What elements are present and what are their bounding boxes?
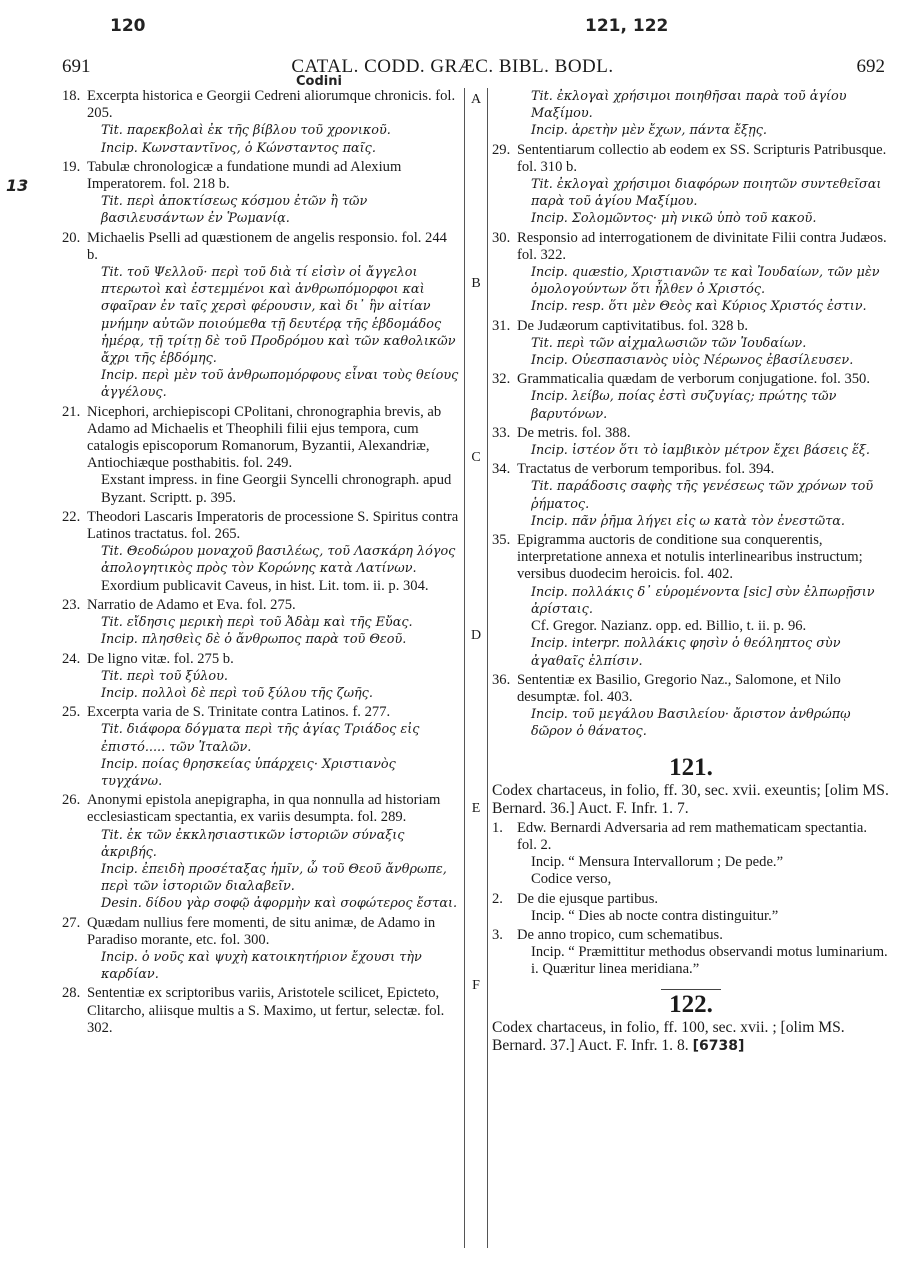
entry-title: Sententiarum collectio ab eodem ex SS. Scripturis Patribusque. fol. 310 b. [517, 141, 887, 175]
handwritten-under-title: Codini [296, 74, 342, 89]
entry-detail: Incip. πλησθεὶς δὲ ὁ ἄνθρωπος παρὰ τοῦ Θεοῦ. [101, 632, 407, 648]
margin-letter: C [471, 450, 481, 465]
entry-number: 25. [62, 704, 81, 721]
entry-detail: Exordium publicavit Caveus, in hist. Lit. tom. ii. p. 304. [101, 577, 429, 594]
entry-detail: Incip. interpr. πολλάκις φησὶν ὁ θεόληπτος σὺν ἀγαθαῖς ἐλπίσιν. [531, 636, 841, 669]
entry-number: 27. [62, 914, 81, 931]
entry-number: 28. [62, 985, 81, 1002]
entry-detail: Incip. ὁ νοῦς καὶ ψυχὴ κατοικητήριον ἔχουσι τὴν καρδίαν. [101, 949, 422, 983]
page-number-left: 691 [62, 56, 91, 77]
entry-number: 22. [62, 508, 81, 525]
entry-title: De die ejusque partibus. [517, 890, 659, 907]
page-title: CATAL. CODD. GRÆC. BIBL. BODL. [291, 56, 614, 77]
entry-title: Sententiæ ex Basilio, Gregorio Naz., Salomone, et Nilo desumptæ. fol. 403. [517, 671, 841, 705]
entry-title: Theodori Lascaris Imperatoris de processione S. Spiritus contra Latinos tractatus. fol. 265. [87, 508, 459, 543]
handwritten-shelfmark: [6738] [692, 1037, 745, 1054]
catalogue-entry [62, 509, 460, 595]
catalogue-entry [62, 792, 460, 912]
entry-number: 35. [492, 532, 511, 549]
entry-detail: Cf. Gregor. Nazianz. opp. ed. Billio, t. ii. p. 96. [531, 618, 807, 635]
entry-detail: Tit. περὶ τοῦ ξύλου. [101, 668, 228, 684]
codex-121-number: 121. [669, 753, 713, 781]
catalogue-entry [62, 88, 460, 157]
entry-title: Excerpta varia de S. Trinitate contra Latinos. f. 277. [87, 704, 391, 721]
codex-122-number: 122. [669, 990, 713, 1018]
margin-letter: F [472, 978, 480, 993]
entry-detail: Desin. δίδου γὰρ σοφῷ ἀφορμὴν καὶ σοφώτερος ἔσται. [101, 896, 458, 912]
entry-title: Edw. Bernardi Adversaria ad rem mathematicam spectantia. fol. 2. [517, 819, 867, 853]
entry-detail: Incip. πολλοὶ δὲ περὶ τοῦ ξύλου τῆς ζωῆς. [101, 685, 373, 701]
handwritten-margin-note: 13 [6, 176, 29, 195]
entry-number: 36. [492, 671, 511, 688]
entry-number: 32. [492, 371, 511, 388]
entry-title: De anno tropico, cum schematibus. [517, 926, 723, 943]
catalogue-entry [492, 142, 890, 228]
entry-detail: Tit. παράδοσις σαφὴς τῆς γενέσεως τῶν χρόνων τοῦ ῥήματος. [531, 479, 874, 512]
catalogue-entry [492, 532, 890, 670]
entry-detail: Incip. τοῦ μεγάλου Βασιλείου· ἄριστον ἀνθρώπῳ δῶρον ὁ θάνατος. [531, 707, 851, 740]
right-column [492, 88, 890, 1057]
codex-122-description-text: Codex chartaceus, in folio, ff. 100, sec. xvii. ; [olim MS. Bernard. 37.] Auct. F. Infr. 1. 8. [492, 1018, 845, 1054]
divider [661, 989, 721, 990]
catalogue-entry [492, 318, 890, 370]
entry-detail: Tit. Θεοδώρου μοναχοῦ βασιλέως, τοῦ Λασκάρη λόγος ἀπολογητικὸς πρὸς τὸν Κορώνης κατὰ Λατίνων. [101, 544, 456, 577]
codex-122-description [492, 1019, 890, 1055]
catalogue-entry [62, 704, 460, 790]
catalogue-entry [492, 672, 890, 741]
entry-detail: Tit. ἐκ τῶν ἐκκλησιαστικῶν ἱστοριῶν σύναξις ἀκριβής. [101, 827, 405, 860]
entry-title: De metris. fol. 388. [517, 424, 631, 441]
entry-number: 24. [62, 650, 81, 667]
entry-title: Anonymi epistola anepigrapha, in qua nonnulla ad historiam ecclesiasticam spectantia, ex variis desumpta. fol. 289. [87, 792, 441, 826]
entry-number: 34. [492, 461, 511, 478]
entry-detail: Tit. παρεκβολαὶ ἐκ τῆς βίβλου τοῦ χρονικοῦ. [101, 123, 391, 139]
catalogue-entry [62, 915, 460, 984]
entry-detail: Incip. “ Præmittitur methodus observandi motus luminarium. i. Quæritur linea meridiana.” [531, 944, 888, 978]
entry-detail: Incip. “ Mensura Intervallorum ; De pede.” [531, 854, 784, 871]
entry-detail: Incip. quæstio, Χριστιανῶν τε καὶ Ἰουδαίων, τῶν μὲν ὁμολογούντων ὅτι ἦλθεν ὁ Χριστός. [531, 265, 880, 298]
entry-detail: Tit. ἐκλογαὶ χρήσιμοι διαφόρων ποιητῶν συντεθεῖσαι παρὰ τοῦ ἁγίου Μαξίμου. [531, 177, 882, 210]
catalogue-entry [492, 891, 890, 925]
entry-detail: Incip. περὶ μὲν τοῦ ἀνθρωπομόρφους εἶναι τοὺς θείους ἀγγέλους. [101, 368, 459, 401]
entry-detail: Tit. ἐκλογαὶ χρήσιμοι ποιηθῆσαι παρὰ τοῦ ἁγίου Μαξίμου. [531, 89, 847, 122]
catalogue-entry [492, 371, 890, 423]
entry-detail: Incip. Σολομῶντος· μὴ νικῶ ὑπὸ τοῦ κακοῦ. [531, 211, 817, 227]
entry-detail: Incip. πολλάκις δ᾽ εὑρομένοντα [sic] σὺν ἐλπωρῇσιν ἀρίσταις. [531, 584, 875, 617]
entry-detail: Tit. περὶ ἀποκτίσεως κόσμου ἐτῶν ἢ τῶν βασιλευσάντων ἐν Ῥωμανίᾳ. [101, 194, 368, 227]
codex-121-entries [492, 820, 890, 979]
handwritten-left-folio: 120 [110, 16, 146, 36]
entry-title: Michaelis Pselli ad quæstionem de angelis responsio. fol. 244 b. [87, 229, 447, 263]
margin-letter: D [470, 628, 482, 643]
margin-letter-column [464, 88, 488, 1248]
entry-detail: Tit. περὶ τῶν αἰχμαλωσιῶν τῶν Ἰουδαίων. [531, 335, 807, 351]
entry-title: Quædam nullius fere momenti, de situ animæ, de Adamo in Paradiso morante, etc. fol. 300. [87, 914, 436, 948]
entry-number: 20. [62, 229, 81, 246]
entry-number: 3. [492, 926, 503, 943]
margin-letter: B [471, 276, 481, 291]
catalogue-entry [62, 651, 460, 703]
catalogue-entry [62, 404, 460, 507]
catalogue-entry [492, 230, 890, 316]
entry-detail: Incip. πᾶν ῥῆμα λήγει εἰς ω κατὰ τὸν ἐνεστῶτα. [531, 513, 846, 529]
right-entries [492, 88, 890, 741]
entry-number: 18. [62, 88, 81, 104]
entry-title: Grammaticalia quædam de verborum conjugatione. fol. 350. [517, 371, 870, 388]
entry-detail: Incip. ἐπειδὴ προσέταξας ἡμῖν, ὦ τοῦ Θεοῦ ἄνθρωπε, περὶ τῶν ἱστοριῶν διαλαβεῖν. [101, 861, 447, 895]
catalogue-entry [62, 985, 460, 1037]
entry-title: Narratio de Adamo et Eva. fol. 275. [87, 596, 296, 613]
catalogue-entry [62, 230, 460, 402]
entry-number: 23. [62, 596, 81, 613]
catalogue-entry [492, 820, 890, 889]
entry-number: 31. [492, 317, 511, 334]
entry-detail: Incip. λείβω, ποίας ἐστὶ συζυγίας; πρώτης τῶν βαρυτόνων. [531, 389, 837, 422]
catalogue-entry [492, 425, 890, 459]
entry-detail: Incip. ἀρετὴν μὲν ἔχων, πάντα ἔξῃς. [531, 123, 767, 139]
running-head [0, 56, 905, 86]
catalogue-entry [492, 927, 890, 979]
entry-detail: Incip. resp. ὅτι μὲν Θεὸς καὶ Κύριος Χριστός ἐστιν. [531, 299, 867, 315]
entry-number: 21. [62, 403, 81, 420]
entry-number: 30. [492, 229, 511, 246]
page-number-right: 692 [856, 56, 885, 77]
entry-number: 1. [492, 819, 503, 836]
catalogue-entry [62, 597, 460, 649]
entry-detail: Tit. τοῦ Ψελλοῦ· περὶ τοῦ διὰ τί εἰσὶν οἱ ἄγγελοι πτερωτοὶ καὶ ἐστεμμένοι καὶ ἀνθρωπόμορφοι καὶ σφαῖραν ἐν ταῖς χερσὶ φέρουσιν, καὶ δι᾽ ἣν αἰτίαν μνήμην αὐτῶν ποιούμεθα τῇ δευτέρᾳ τῆς ἑβδομάδος ἡμέρᾳ, τῇ τρίτῃ δὲ τοῦ Προδρόμου καὶ τῶν καθολικῶν ἄχρι τῆς ἑβδόμης. [101, 265, 456, 367]
entry-detail: Codice verso, [531, 871, 612, 888]
catalogue-entry [492, 461, 890, 530]
entry-title: Tractatus de verborum temporibus. fol. 394. [517, 461, 775, 478]
entry-detail: Tit. διάφορα δόγματα περὶ τῆς ἁγίας Τριάδος εἰς ἐπιστό..... τῶν Ἰταλῶν. [101, 722, 420, 755]
entry-detail: Incip. “ Dies ab nocte contra distinguitur.” [531, 907, 779, 924]
entry-number: 33. [492, 424, 511, 441]
handwritten-right-folio: 121, 122 [585, 16, 669, 36]
entry-number: 19. [62, 158, 81, 175]
catalogue-entry [492, 88, 890, 140]
margin-letter: E [471, 801, 481, 816]
entry-number: 2. [492, 890, 503, 907]
entry-title: Nicephori, archiepiscopi CPolitani, chronographia brevis, ab Adamo ad Michaelis et Theophili filii ejus tempora, cum catalogis episcoporum Romanorum, Byzantii, Alexandriæ, Antiochiæque posthabitis. fol. 249. [87, 403, 442, 472]
entry-title: Responsio ad interrogationem de divinitate Filii contra Judæos. fol. 322. [517, 229, 887, 263]
entry-detail: Tit. εἴδησις μερικὴ περὶ τοῦ Ἀδὰμ καὶ τῆς Εὔας. [101, 615, 413, 631]
entry-title: De Judæorum captivitatibus. fol. 328 b. [517, 317, 749, 334]
entry-detail: Incip. Οὐεσπασιανὸς υἱὸς Νέρωνος ἐβασίλευσεν. [531, 353, 854, 369]
entry-title: Tabulæ chronologicæ a fundatione mundi ad Alexium Imperatorem. fol. 218 b. [87, 158, 402, 193]
entry-title: Epigramma auctoris de conditione sua conquerentis, interpretatione annexa et notulis interlinearibus instructum; versibus duodecim heroicis. fol. 402. [517, 532, 863, 583]
catalogue-entry [62, 159, 460, 228]
codex-121-description: Codex chartaceus, in folio, ff. 30, sec. xvii. exeuntis; [olim MS. Bernard. 36.] Auct. F. Infr. 1. 7. [492, 781, 889, 817]
entry-detail: Incip. ἰστέον ὅτι τὸ ἰαμβικὸν μέτρον ἔχει βάσεις ἕξ. [531, 443, 870, 459]
entry-title: Sententiæ ex scriptoribus variis, Aristotele scilicet, Epicteto, Clitarcho, aliisque multis a S. Maximo, ut fertur, selectæ. fol. 302. [87, 985, 445, 1036]
entry-title: Excerpta historica e Georgii Cedreni aliorumque chronicis. fol. 205. [87, 88, 456, 122]
left-column [62, 88, 460, 1039]
entry-detail: Incip. Κωνσταντῖνος, ὁ Κώνσταντος παῖς. [101, 140, 376, 156]
entry-number: 26. [62, 792, 81, 809]
entry-detail: Incip. ποίας θρησκείας ὑπάρχεις· Χριστιανὸς τυγχάνω. [101, 756, 396, 789]
entry-number: 29. [492, 141, 511, 158]
entry-title: De ligno vitæ. fol. 275 b. [87, 650, 234, 667]
margin-letter: A [470, 92, 482, 107]
entry-detail: Exstant impress. in fine Georgii Syncelli chronograph. apud Byzant. Scriptt. p. 395. [101, 472, 452, 506]
